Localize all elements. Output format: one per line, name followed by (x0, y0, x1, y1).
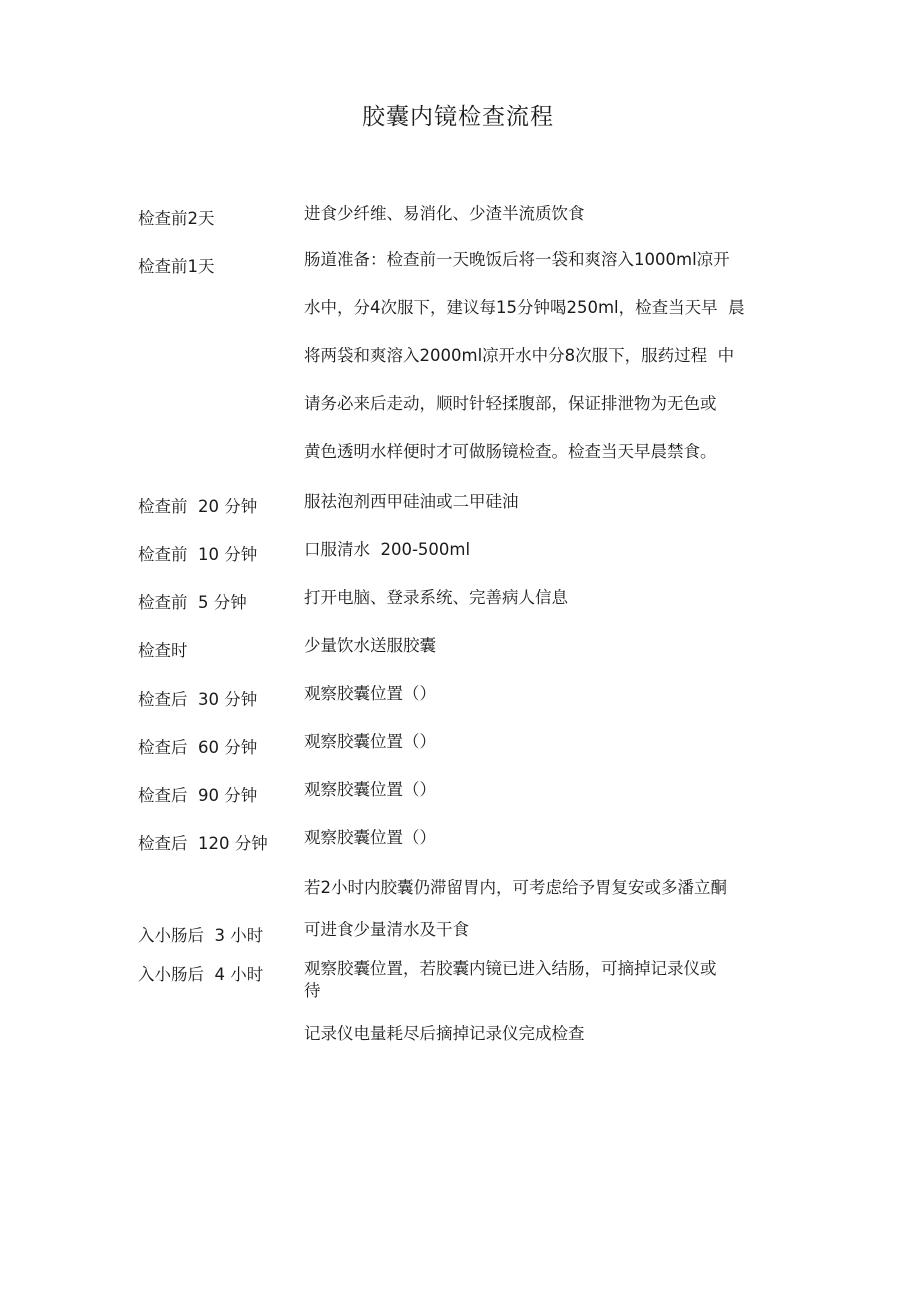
step-line: 将两袋和爽溶入2000ml凉开水中分8次服下，服药过程 中 (304, 346, 735, 365)
step-content (304, 728, 784, 752)
step-time: 检查前 10 分钟 (138, 545, 258, 564)
step-content (304, 680, 784, 704)
step-line: 观察胶囊位置（） (304, 780, 436, 799)
step-time: 检查后 120 分钟 (138, 834, 268, 853)
step-content (304, 874, 784, 898)
step-content (304, 584, 784, 608)
step-line: 观察胶囊位置（） (304, 684, 436, 703)
step-content (304, 824, 784, 848)
step-line: 黄色透明水样便时才可做肠镜检查。检查当天早晨禁食。 (304, 442, 717, 461)
step-time: 入小肠后 3 小时 (138, 926, 264, 945)
step-line: 观察胶囊位置（） (304, 828, 436, 847)
step-line: 水中，分4次服下，建议每15分钟喝250ml，检查当天早 晨 (304, 298, 745, 317)
step-content (304, 236, 784, 476)
step-time: 检查前 20 分钟 (138, 497, 258, 516)
step-line: 待 (304, 981, 321, 1000)
step-time: 检查前2天 (138, 209, 215, 228)
step-time: 入小肠后 4 小时 (138, 965, 264, 984)
step-content (304, 632, 784, 656)
step-line: 服祛泡剂西甲硅油或二甲硅油 (304, 492, 519, 511)
document-title: 胶囊内镜检查流程 (362, 104, 554, 130)
step-time: 检查时 (138, 641, 188, 660)
step-content (304, 776, 784, 800)
step-line: 若2小时内胶囊仍滞留胃内，可考虑给予胃复安或多潘立酮 (304, 878, 727, 897)
step-content (304, 916, 784, 940)
step-line: 记录仪电量耗尽后摘掉记录仪完成检查 (304, 1024, 585, 1043)
step-content (304, 958, 784, 1002)
step-time: 检查后 30 分钟 (138, 690, 258, 709)
step-time: 检查前1天 (138, 257, 215, 276)
step-line: 观察胶囊位置（） (304, 732, 436, 751)
step-line: 进食少纤维、易消化、少渣半流质饮食 (304, 204, 585, 223)
step-content (304, 1020, 784, 1044)
step-line: 口服清水 200-500ml (304, 540, 471, 559)
step-line: 肠道准备：检查前一天晚饭后将一袋和爽溶入1000ml凉开 (304, 250, 730, 269)
step-content (304, 536, 784, 560)
step-content (304, 488, 784, 512)
step-time: 检查前 5 分钟 (138, 593, 247, 612)
step-time: 检查后 60 分钟 (138, 738, 258, 757)
step-content (304, 200, 784, 224)
step-line: 可进食少量清水及干食 (304, 920, 469, 939)
step-time: 检查后 90 分钟 (138, 786, 258, 805)
step-line: 打开电脑、登录系统、完善病人信息 (304, 588, 568, 607)
step-line: 请务必来后走动，顺时针轻揉腹部，保证排泄物为无色或 (304, 394, 717, 413)
step-line: 观察胶囊位置，若胶囊内镜已进入结肠，可摘掉记录仪或 (304, 959, 717, 978)
step-line: 少量饮水送服胶囊 (304, 636, 436, 655)
